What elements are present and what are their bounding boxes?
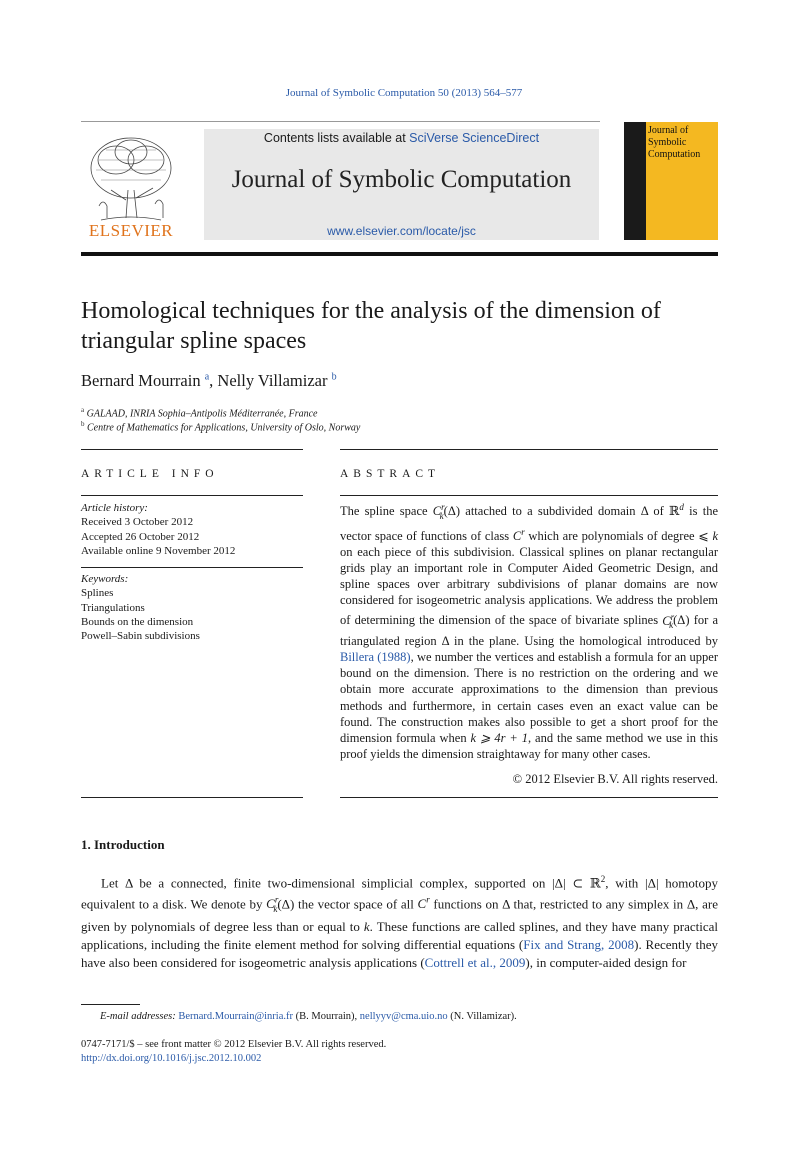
intro-fragment: ), in computer-aided design for (525, 954, 687, 970)
dimension-condition: k ⩾ 4r + 1 (470, 730, 528, 745)
keyword-item: Powell–Sabin subdivisions (81, 630, 200, 643)
history-item: Available online 9 November 2012 (81, 544, 236, 557)
affiliation-text: GALAAD, INRIA Sophia–Antipolis Méditerranée, France (86, 408, 318, 420)
degree-symbol: k (363, 919, 370, 935)
spline-space-symbol: $C^r_k$ (266, 894, 279, 914)
contents-prefix: Contents lists available at (263, 131, 406, 145)
affiliation-a (81, 406, 318, 419)
spline-space-symbol: $C^r_k$ (432, 502, 445, 521)
abstract-fragment: , and the same method we use in this proof yields the dimension straightaway for many other cases. (340, 730, 718, 761)
cover-title-line-1: Journal of (648, 125, 689, 136)
cover-title-line-3: Computation (648, 149, 701, 160)
doi-link[interactable]: http://dx.doi.org/10.1016/j.jsc.2012.10.002 (81, 1053, 262, 1064)
math-arg: (Δ) (277, 896, 295, 912)
affiliation-mark: b (81, 420, 85, 428)
affiliation-mark: a (81, 406, 85, 414)
abstract-text: The spline space $C^r_k(\Delta)$ attached to a subdivided domain Δ of ℝ$^d$ is the vector space of functions of class $C^r$ which are polynomials of degree ⩽ k on each piece of this subdivision. Classical splines on planar rectangular grids play an important role in Computer Aided Geometric Design, and spline spaces over arbitrary subdivisions of planar domains are now considered for isogeometric analysis applications. We address the problem of determining the dimension of the space of bivariate splines $C^r_k(\Delta)$ for a triangulated region Δ in the plane. Using the homological introduced by Billera (1988), we number the vertices and establish a formula for an upper bound on the dimension. There is no restriction on the ordering and we obtain more accurate approximations to the dimension than previous methods and furthermore, in certain cases even an exact value can be found. The construction makes also possible to get a short proof for the dimension formula when k ⩾ 4r + 1, and the same method we use in this proof yields the dimension straightaway for many other cases. (340, 502, 719, 761)
divider (81, 797, 303, 798)
history-label: Article history: (81, 502, 148, 514)
abstract-fragment: , we number the vertices and establish a formula for an upper bound on the dimension. There is no restriction on the ordering and we obtain more accurate approximations to the dimension than previous methods and furthermore, in certain cases even an exact value can be found. The construction makes also possible to get a short proof for the dimension formula when (340, 650, 719, 745)
email-owner: (N. Villamizar). (450, 1011, 517, 1022)
email-owner: (B. Mourrain), (295, 1011, 358, 1022)
class-symbol: $C^r$ (512, 526, 525, 543)
abstract-copyright: © 2012 Elsevier B.V. All rights reserved. (512, 772, 718, 786)
header-thick-rule (81, 252, 718, 256)
affiliation-mark-link[interactable]: b (331, 371, 337, 383)
elsevier-wordmark: ELSEVIER (88, 221, 174, 240)
spline-space-symbol: $C^r_k$ (662, 611, 675, 631)
intro-fragment: , with |Δ| homotopy equivalent to a disk. We denote by (81, 875, 718, 912)
journal-citation[interactable]: Journal of Symbolic Computation 50 (2013) 564–577 (285, 87, 523, 99)
divider (340, 449, 718, 450)
section-heading-introduction: 1. Introduction (81, 837, 165, 852)
introduction-paragraph: Let Δ be a connected, finite two-dimensional simplicial complex, supported on |Δ| ⊂ ℝ$^2$, with |Δ| homotopy equivalent to a disk. We denote by $C^r_k(\Delta)$ the vector space of all $C^r$ functions on Δ that, restricted to any simplex in Δ, are given by polynomials of degree less than or equal to k. These functions are called splines, and they have many practical applications, including the finite element method for solving differential equations (Fix and Strang, 2008). Recently they have also been considered for isogeometric analysis applications (Cottrell et al., 2009), in computer-aided design for (81, 874, 718, 970)
keyword-item: Bounds on the dimension (81, 615, 194, 628)
keywords-label: Keywords: (81, 573, 129, 585)
intro-fragment: the vector space of all (294, 896, 418, 912)
divider (81, 449, 303, 450)
divider (81, 567, 303, 568)
journal-cover-thumbnail (624, 122, 718, 240)
intro-fragment: functions on Δ that, restricted to any simplex in Δ, are given by polynomials of degree less than or equal to (81, 896, 718, 935)
author-name: Bernard Mourrain (81, 371, 201, 390)
keyword-item: Splines (81, 587, 114, 600)
intro-fragment: . These functions are called splines, and they have many practical applications, including the finite element method for solving differential equations ( (81, 919, 718, 953)
abstract-fragment: for a triangulated region Δ in the plane. Using the homological introduced by (340, 613, 719, 649)
footnote-rule (81, 1004, 140, 1005)
citation-link-cottrell[interactable]: Cottrell et al., 2009 (424, 954, 526, 970)
history-item: Received 3 October 2012 (81, 516, 194, 529)
math-arg: (Δ) (673, 613, 690, 628)
header-top-rule (81, 121, 600, 122)
abstract-fragment: which are polynomials of degree ⩽ (524, 528, 713, 543)
cover-title-line-2: Symbolic (648, 137, 687, 148)
citation-link-billera[interactable]: Billera (1988) (340, 650, 411, 665)
reals-symbol: ℝ (669, 504, 680, 519)
contents-available-line (204, 131, 599, 145)
divider (340, 495, 718, 496)
math-arg: (Δ) (443, 504, 461, 519)
affiliation-mark-link[interactable]: a (204, 371, 210, 383)
abstract-heading: ABSTRACT (340, 468, 441, 480)
abstract-fragment: on each piece of this subdivision. Classical splines on planar rectangular grids play an important role in Computer Aided Geometric Design, and spline spaces over arbitrary subdivisions of planar domains are now considered for isogeometric analysis applications. We address the problem of determining the dimension of the space of bivariate splines (340, 545, 718, 628)
abstract-fragment: attached to a subdivided domain Δ of (460, 504, 670, 519)
cover-title (648, 125, 700, 161)
history-item: Accepted 26 October 2012 (81, 530, 200, 543)
cover-dark-strip (624, 122, 646, 240)
sciencedirect-link[interactable]: SciVerse ScienceDirect (409, 131, 540, 145)
abstract-fragment: is the vector space of functions of class (340, 504, 719, 543)
journal-title: Journal of Symbolic Computation (231, 166, 572, 193)
keywords-block (81, 572, 200, 643)
issn-line: 0747-7171/$ – see front matter © 2012 Elsevier B.V. All rights reserved. (81, 1039, 387, 1050)
class-symbol: $C^r$ (417, 894, 430, 912)
email-label: E-mail addresses: (100, 1011, 176, 1022)
email-link[interactable]: Bernard.Mourrain@inria.fr (178, 1011, 293, 1022)
keyword-item: Triangulations (81, 601, 145, 614)
affiliation-b (81, 420, 360, 433)
abstract-fragment: The spline space (340, 504, 433, 519)
journal-url-link[interactable]: www.elsevier.com/locate/jsc (327, 224, 476, 238)
article-info-heading: ARTICLE INFO (81, 468, 219, 480)
author-list: Bernard Mourrain $^a$, Nelly Villamizar $^b$ (81, 371, 337, 390)
author-name: Nelly Villamizar (217, 371, 328, 390)
article-history (81, 501, 235, 558)
divider (340, 797, 718, 798)
email-link[interactable]: nellyyv@cma.uio.no (359, 1011, 448, 1022)
citation-link-fix-strang[interactable]: Fix and Strang, 2008 (523, 937, 635, 953)
email-footnote (100, 1011, 517, 1022)
affiliation-text: Centre of Mathematics for Applications, University of Oslo, Norway (87, 422, 361, 434)
intro-fragment: Let Δ be a connected, finite two-dimensional simplicial complex, supported on |Δ| ⊂ ℝ (101, 875, 601, 891)
degree-symbol: k (712, 528, 718, 543)
intro-fragment: ). Recently they have also been considered for isogeometric analysis applications ( (81, 937, 718, 970)
article-title: Homological techniques for the analysis of the dimension of triangular spline spaces (81, 298, 661, 354)
divider (81, 495, 303, 496)
